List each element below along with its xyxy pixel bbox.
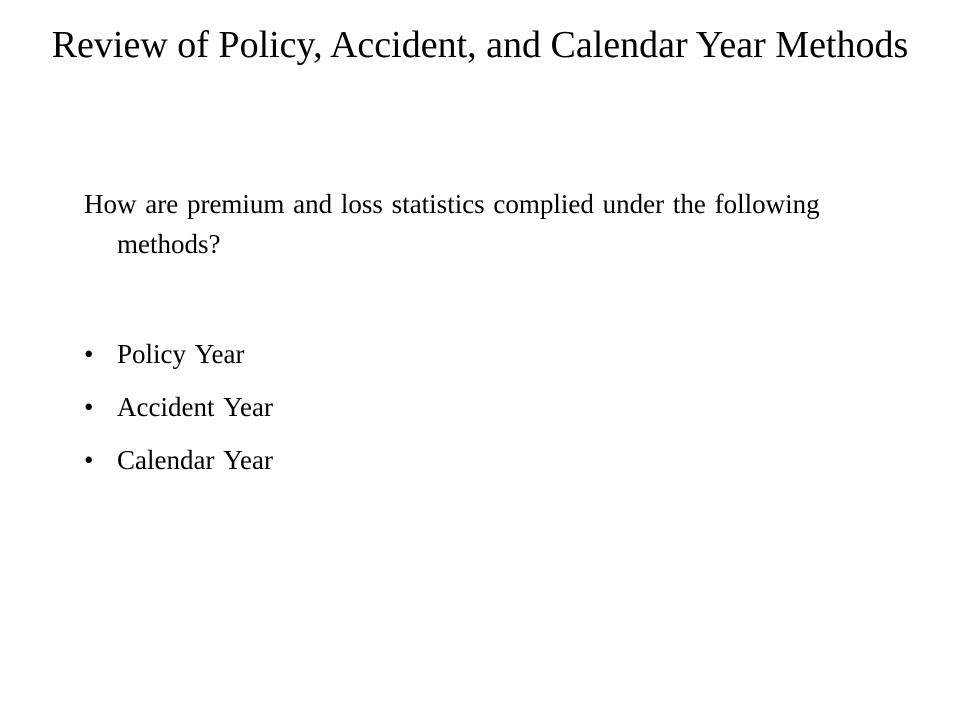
bullet-dot-icon: • (84, 445, 94, 475)
slide-title: Review of Policy, Accident, and Calendar Year Methods (51, 24, 909, 66)
bullet-label: Policy Year (117, 339, 245, 369)
bullet-list (84, 328, 864, 487)
slide-body (84, 184, 864, 487)
bullet-item-policy-year (84, 328, 864, 381)
intro-text: How are premium and loss statistics complied under the following methods? (84, 189, 820, 259)
bullet-item-calendar-year (84, 434, 864, 487)
bullet-dot-icon: • (84, 392, 94, 422)
bullet-label: Calendar Year (117, 445, 273, 475)
bullet-dot-icon: • (84, 339, 94, 369)
bullet-item-accident-year (84, 381, 864, 434)
bullet-label: Accident Year (117, 392, 273, 422)
